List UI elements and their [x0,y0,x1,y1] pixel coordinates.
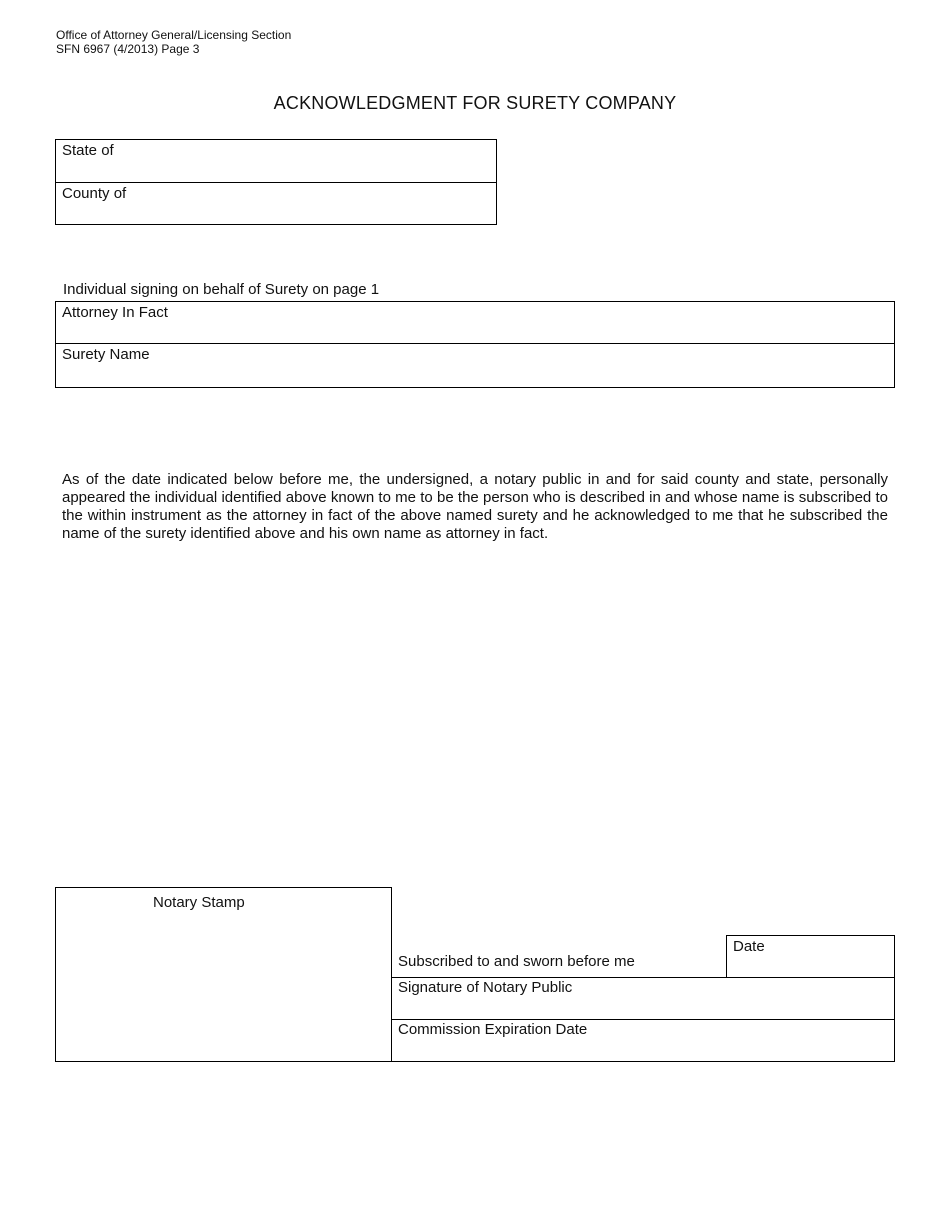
attorney-in-fact-field[interactable] [56,322,894,343]
form-office-line: Office of Attorney General/Licensing Section [56,28,292,42]
date-label: Date [733,938,765,955]
state-of-field[interactable] [56,160,496,182]
page-title: ACKNOWLEDGMENT FOR SURETY COMPANY [273,93,677,113]
surety-name-label: Surety Name [62,346,150,363]
attorney-in-fact-label: Attorney In Fact [62,304,168,321]
notary-signature-label: Signature of Notary Public [398,979,573,996]
county-of-field[interactable] [56,203,496,224]
sworn-label: Subscribed to and sworn before me [398,953,635,970]
commission-expiration-field[interactable] [392,1039,894,1061]
county-of-label: County of [62,185,127,202]
state-of-label: State of [62,142,114,159]
surety-name-field[interactable] [56,364,894,387]
form-number-line: SFN 6967 (4/2013) Page 3 [56,42,200,56]
commission-bottom-line [391,1061,895,1062]
commission-expiration-label: Commission Expiration Date [398,1021,588,1038]
notary-stamp-label: Notary Stamp [153,894,245,911]
date-field[interactable] [727,956,894,977]
signer-divider [55,343,895,344]
signature-bottom-line [391,1019,895,1020]
notary-signature-field[interactable] [392,997,894,1019]
signer-caption: Individual signing on behalf of Surety on page 1 [63,281,380,298]
state-county-divider [55,182,497,183]
acknowledgment-paragraph: As of the date indicated below before me, the undersigned, a notary public in and for said county and state, personally appeared the individual identified above known to me to be the person who is described in and whose name is subscribed to the within instrument as the attorney in fact of the above named surety and he acknowledged to me that he subscribed the name of the surety identified above and his own name as attorney in fact. [62,471,888,542]
notary-stamp-box [55,887,392,1062]
